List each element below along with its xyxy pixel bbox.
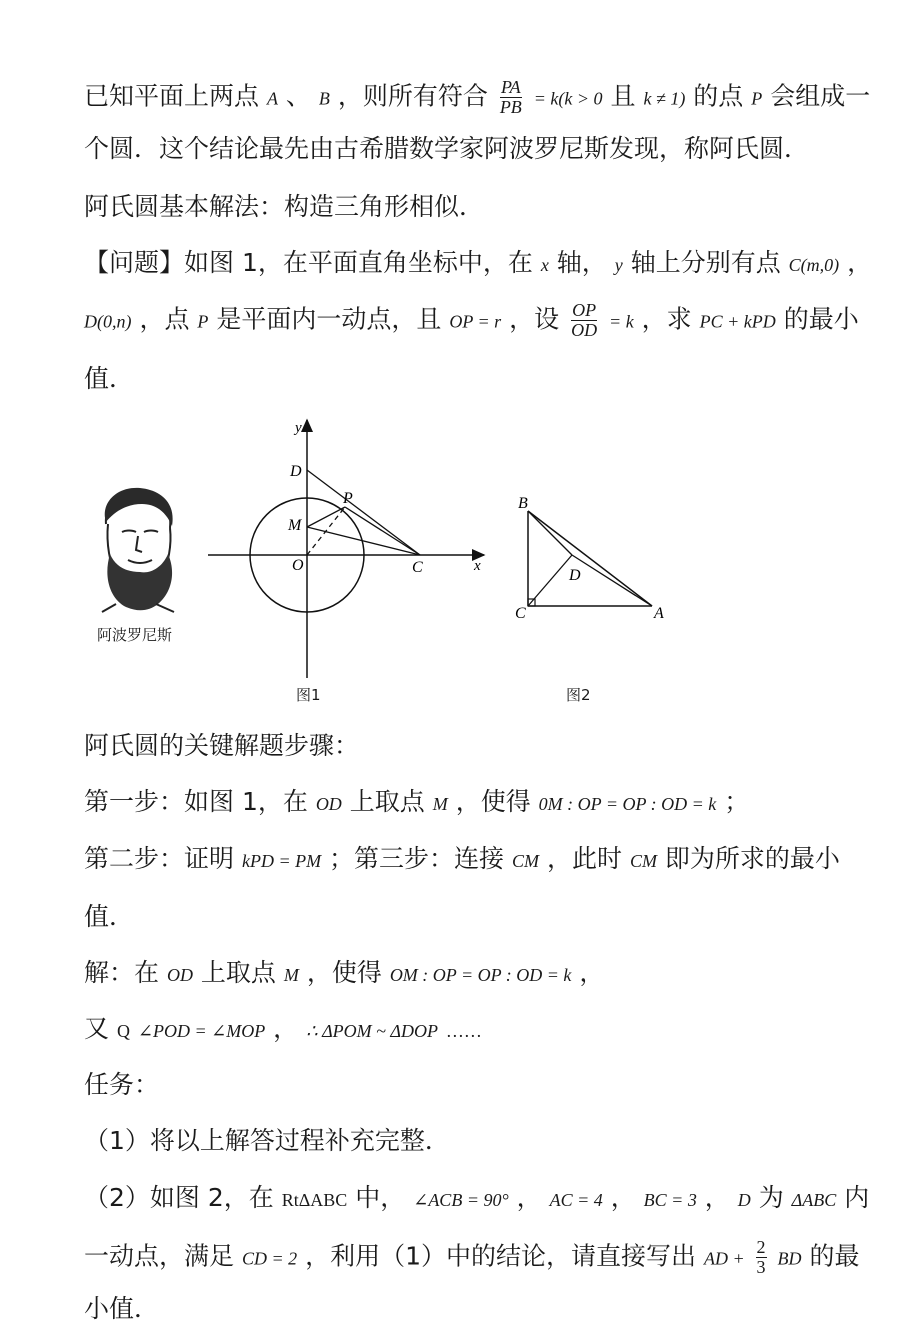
text: ，设 [509, 304, 560, 334]
text: ； [724, 787, 750, 816]
text: ， [704, 1183, 730, 1212]
math-because: Q [116, 1021, 130, 1041]
figure-1 [200, 410, 500, 680]
math-condition: = k(k > 0 [533, 88, 603, 109]
label-C: C [515, 605, 526, 622]
segment-dc [307, 470, 420, 555]
text: 轴， [556, 248, 607, 277]
steps-title: 阿氏圆的关键解题步骤： [84, 731, 360, 760]
fraction-op-od [570, 301, 598, 340]
text: 已知平面上两点 [84, 81, 260, 111]
segment-cd [528, 555, 572, 606]
label-M: M [288, 517, 302, 534]
math-expression: PC + kPD [699, 311, 776, 332]
figure-1-caption: 图1 [296, 686, 321, 704]
text: ， [847, 248, 873, 277]
math-x: x [540, 255, 549, 275]
problem-line-2 [84, 301, 859, 340]
math-bd: BD [777, 1248, 802, 1269]
math-y: y [614, 255, 623, 275]
fraction-pa-pb [499, 78, 523, 117]
text: 解：在 [84, 958, 160, 987]
solution-line-1 [84, 960, 604, 985]
portrait-caption: 阿波罗尼斯 [97, 626, 173, 644]
label-y: y [295, 420, 302, 436]
text: 会组成一 [770, 81, 871, 111]
apollonius-portrait [86, 484, 182, 614]
text: 为 [758, 1183, 784, 1212]
text: 的点 [693, 81, 744, 111]
text: 内 [844, 1183, 870, 1212]
math-angle: ∠ACB = 90° [413, 1190, 509, 1210]
math-op-eq-r: OP = r [449, 311, 502, 332]
intro-line-3: 阿氏圆基本解法：构造三角形相似． [84, 192, 485, 221]
math-ad-plus: AD + [703, 1248, 745, 1269]
text: 即为所求的最小 [664, 844, 840, 873]
math-B: B [318, 88, 330, 109]
fraction-denominator: OD [571, 319, 598, 340]
text: ，使得 [455, 787, 531, 816]
solution-line-2 [84, 1016, 482, 1041]
math-eq-k: = k [609, 311, 634, 332]
step-2 [84, 846, 840, 871]
text: 轴上分别有点 [630, 248, 781, 277]
segment-pc [345, 507, 420, 555]
segment-bd [528, 511, 572, 555]
text: ， [610, 1183, 636, 1212]
fraction-two-thirds [756, 1238, 767, 1277]
math-M: M [432, 794, 448, 814]
fraction-numerator: 2 [756, 1237, 766, 1257]
text: 上取点 [200, 958, 276, 987]
label-P: P [343, 490, 353, 507]
intro-line-2: 个圆．这个结论最先由古希腊数学家阿波罗尼斯发现，称阿氏圆． [84, 134, 810, 163]
fraction-denominator: PB [499, 96, 522, 117]
step-2-cont: 值． [84, 902, 135, 931]
text: ，点 [139, 304, 190, 334]
text: ，利用（1）中的结论，请直接写出 [305, 1241, 696, 1271]
text: ， [579, 958, 605, 987]
math-ac: AC = 4 [549, 1190, 603, 1210]
math-ratio: OM : OP = OP : OD = k [389, 965, 572, 985]
math-similar: ∴ ΔPOM ~ ΔDOP [306, 1021, 438, 1041]
text: 的最 [809, 1241, 860, 1271]
label-C: C [412, 559, 423, 576]
intro-line-1 [84, 78, 870, 117]
text: ，使得 [306, 958, 382, 987]
label-D: D [569, 567, 581, 584]
math-OD: OD [166, 965, 193, 985]
math-triangle: ΔABC [791, 1190, 837, 1210]
ellipsis: …… [445, 1021, 482, 1041]
math-OD: OD [315, 794, 342, 814]
math-rt-triangle: RtΔABC [281, 1190, 348, 1210]
math-P: P [197, 311, 209, 332]
task-q2-line-1 [84, 1185, 869, 1210]
math-M: M [283, 965, 299, 985]
label-x: x [474, 558, 481, 574]
text: 又 [84, 1014, 110, 1043]
segment-op-dashed [307, 507, 345, 555]
math-condition-2: k ≠ 1) [643, 88, 686, 109]
segment-da [572, 555, 652, 606]
math-cd: CD = 2 [241, 1248, 298, 1269]
task-q1: （1）将以上解答过程补充完整． [84, 1126, 450, 1155]
figure-2 [505, 488, 680, 623]
math-point-C: C(m,0) [788, 255, 840, 275]
problem-line-1 [84, 250, 872, 275]
text: 第二步：证明 [84, 844, 235, 873]
segment-mp [307, 507, 345, 527]
label-A: A [654, 605, 664, 622]
math-P: P [751, 88, 763, 109]
fraction-denominator: 3 [756, 1256, 766, 1277]
task-q2-line-2 [84, 1238, 859, 1277]
label-B: B [518, 495, 528, 512]
text: ， [273, 1014, 299, 1043]
math-angle-eq: ∠POD = ∠MOP [137, 1021, 266, 1041]
text: 是平面内一动点，且 [216, 304, 442, 334]
text: ，此时 [546, 844, 622, 873]
text: 的最小 [783, 304, 859, 334]
math-CM: CM [512, 851, 540, 871]
math-D: D [737, 1190, 751, 1210]
task-q2-line-3: 小值． [84, 1294, 160, 1323]
label-D: D [290, 463, 302, 480]
step-1 [84, 789, 749, 814]
text: ， [516, 1183, 542, 1212]
math-point-D: D(0,n) [84, 311, 132, 332]
text: ，求 [641, 304, 692, 334]
fraction-numerator: OP [572, 300, 597, 320]
label-O: O [292, 557, 304, 574]
text: 中， [355, 1183, 406, 1212]
math-A: A [266, 88, 278, 109]
problem-line-3: 值． [84, 364, 135, 393]
math-ratio: 0M : OP = OP : OD = k [538, 794, 717, 814]
text: ；第三步：连接 [329, 844, 505, 873]
text: 【问题】如图 1，在平面直角坐标中，在 [84, 248, 533, 277]
math-kpd-pm: kPD = PM [241, 851, 322, 871]
text: 一动点，满足 [84, 1241, 235, 1271]
math-CM: CM [629, 851, 657, 871]
figure-2-caption: 图2 [566, 686, 591, 704]
math-bc: BC = 3 [643, 1190, 697, 1210]
fraction-numerator: PA [500, 77, 521, 97]
task-title: 任务： [84, 1070, 160, 1099]
text: 且 [610, 81, 636, 111]
side-ba [528, 511, 652, 606]
text: 第一步：如图 1，在 [84, 787, 308, 816]
text: （2）如图 2，在 [84, 1183, 274, 1212]
text: 上取点 [349, 787, 425, 816]
text: 、 [285, 81, 311, 111]
text: ，则所有符合 [337, 81, 488, 111]
